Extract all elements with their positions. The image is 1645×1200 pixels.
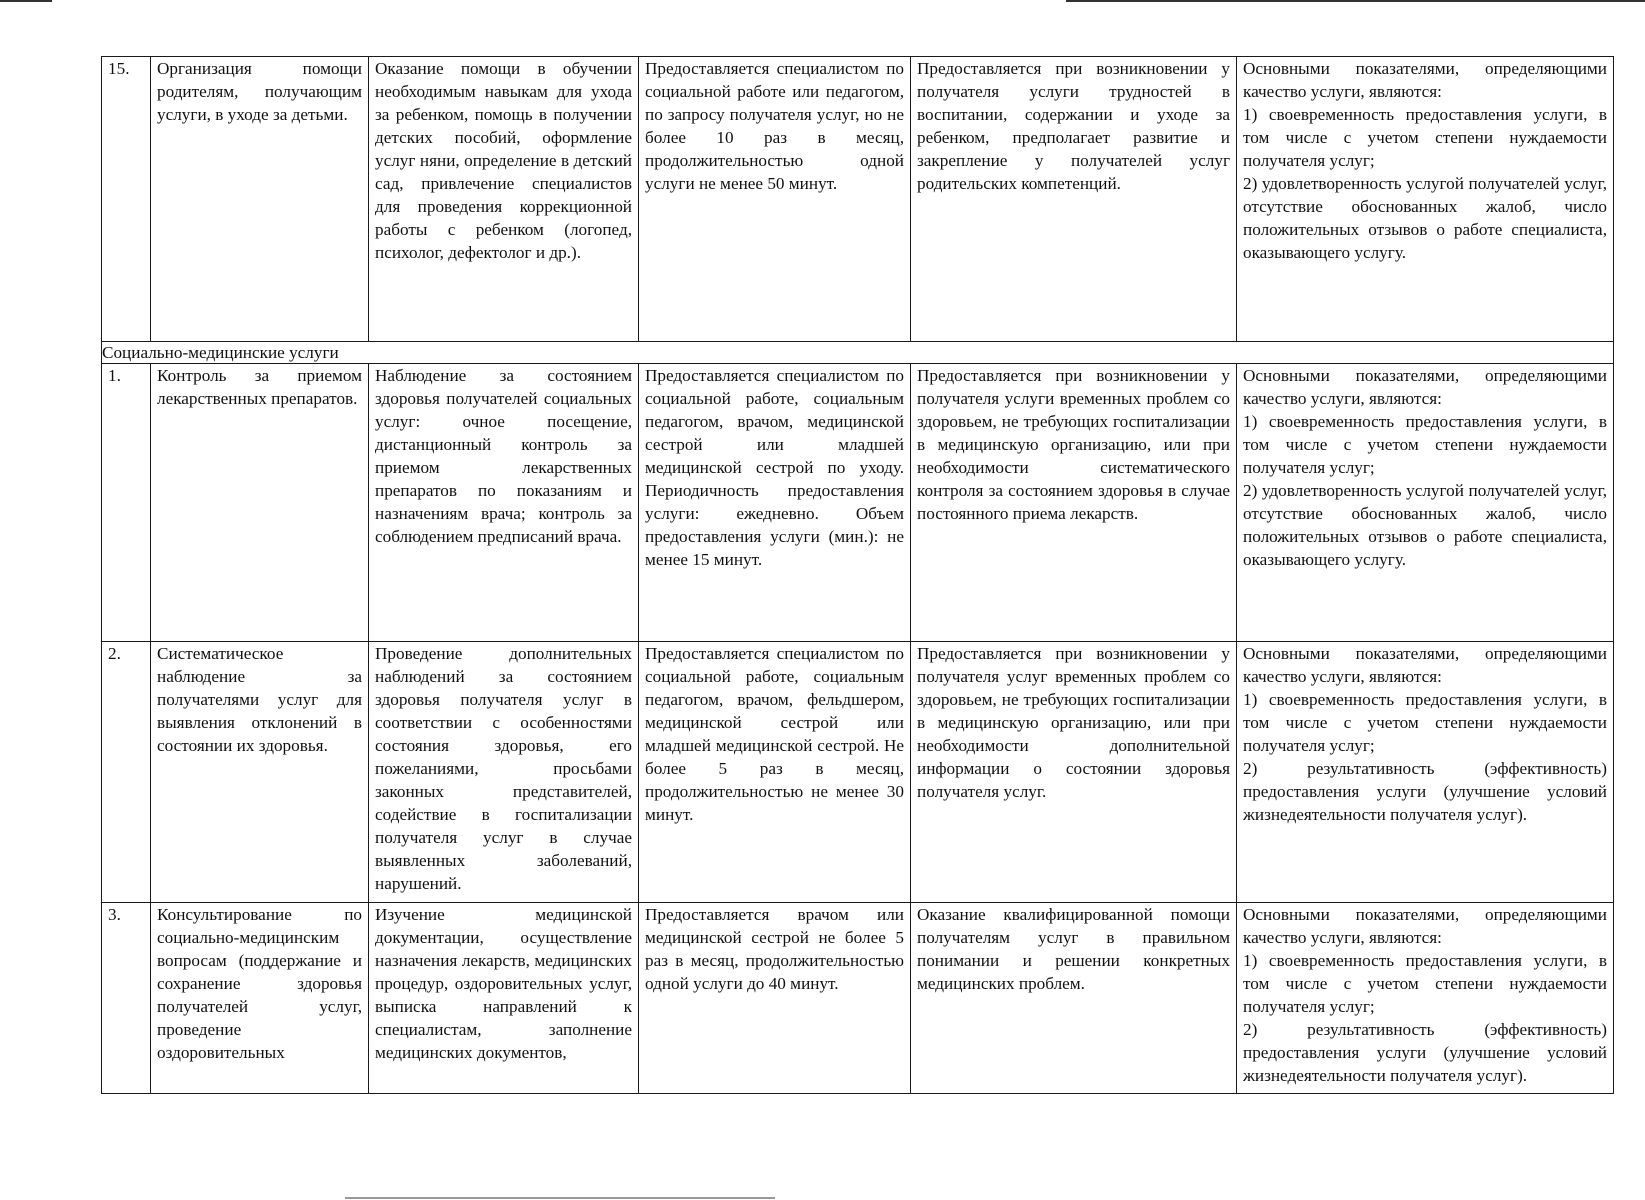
row-number: 1. <box>102 364 151 642</box>
quality-item: 2) удовлетворенность услугой получателей услуг, отсутствие обоснованных жалоб, число положительных отзывов о работе специалиста, оказывающего услугу. <box>1243 481 1607 569</box>
service-conditions: Предоставляется специалистом по социальной работе, социальным педагогом, врачом, медицинской сестрой или младшей медицинской сестрой по уходу. Периодичность предоставления услуги: ежедневно. Объем предоставления услуги (мин.): не менее 15 минут. <box>639 364 911 642</box>
quality-item: 1) своевременность предоставления услуги, в том числе с учетом степени нуждаемости получателя услуг; <box>1243 690 1607 755</box>
service-quality <box>1237 57 1614 342</box>
table-row <box>102 57 1614 342</box>
services-table <box>101 56 1614 1094</box>
scan-top-border-left <box>0 0 52 2</box>
quality-item: 2) результативность (эффективность) предоставления услуги (улучшение условий жизнедеятельности получателя услуг). <box>1243 1020 1607 1085</box>
quality-item: 2) удовлетворенность услугой получателей услуг, отсутствие обоснованных жалоб, число положительных отзывов о работе специалиста, оказывающего услугу. <box>1243 174 1607 262</box>
service-conditions: Предоставляется врачом или медицинской сестрой не более 5 раз в месяц, продолжительностью одной услуги до 40 минут. <box>639 903 911 1094</box>
quality-item: 1) своевременность предоставления услуги, в том числе с учетом степени нуждаемости получателя услуг; <box>1243 105 1607 170</box>
row-number: 2. <box>102 642 151 903</box>
service-quality <box>1237 364 1614 642</box>
service-content: Проведение дополнительных наблюдений за состоянием здоровья получателя услуг в соответствии с особенностями состояния здоровья, его пожеланиями, просьбами законных представителей, содействие в госпитализации получателя услуг в случае выявленных заболеваний, нарушений. <box>369 642 639 903</box>
row-number: 15. <box>102 57 151 342</box>
service-conditions: Предоставляется специалистом по социальной работе, социальным педагогом, врачом, фельдшером, медицинской сестрой или младшей медицинской сестрой. Не более 5 раз в месяц, продолжительностью не менее 30 минут. <box>639 642 911 903</box>
quality-item: 2) результативность (эффективность) предоставления услуги (улучшение условий жизнедеятельности получателя услуг). <box>1243 759 1607 824</box>
quality-intro: Основными показателями, определяющими качество услуги, являются: <box>1243 644 1607 686</box>
quality-intro: Основными показателями, определяющими качество услуги, являются: <box>1243 59 1607 101</box>
service-when: Предоставляется при возникновении у получателя услуги временных проблем со здоровьем, не требующих госпитализации в медицинскую организацию, или при необходимости систематического контроля за состоянием здоровья в случае постоянного приема лекарств. <box>911 364 1237 642</box>
service-name: Контроль за приемом лекарственных препаратов. <box>151 364 369 642</box>
section-header-row <box>102 342 1614 364</box>
scan-artifact-bottom <box>345 1197 775 1199</box>
scan-top-border-right <box>1066 0 1645 2</box>
service-quality <box>1237 642 1614 903</box>
service-quality <box>1237 903 1614 1094</box>
table-row <box>102 642 1614 903</box>
quality-item: 1) своевременность предоставления услуги, в том числе с учетом степени нуждаемости получателя услуг; <box>1243 951 1607 1016</box>
service-name: Систематическое наблюдение за получателями услуг для выявления отклонений в состоянии их здоровья. <box>151 642 369 903</box>
service-name: Организация помощи родителям, получающим услуги, в уходе за детьми. <box>151 57 369 342</box>
service-content: Оказание помощи в обучении необходимым навыкам для ухода за ребенком, помощь в получении детских пособий, оформление услуг няни, определение в детский сад, привлечение специалистов для проведения коррекционной работы с ребенком (логопед, психолог, дефектолог и др.). <box>369 57 639 342</box>
section-title: Социально-медицинские услуги <box>102 342 1614 364</box>
quality-item: 1) своевременность предоставления услуги, в том числе с учетом степени нуждаемости получателя услуг; <box>1243 412 1607 477</box>
service-when: Предоставляется при возникновении у получателя услуги трудностей в воспитании, содержании и уходе за ребенком, предполагает развитие и закрепление у получателей услуг родительских компетенций. <box>911 57 1237 342</box>
service-conditions: Предоставляется специалистом по социальной работе или педагогом, по запросу получателя услуг, но не более 10 раз в месяц, продолжительностью одной услуги не менее 50 минут. <box>639 57 911 342</box>
service-content: Наблюдение за состоянием здоровья получателей социальных услуг: очное посещение, дистанционный контроль за приемом лекарственных препаратов по показаниям и назначениям врача; контроль за соблюдением предписаний врача. <box>369 364 639 642</box>
service-content: Изучение медицинской документации, осуществление назначения лекарств, медицинских процедур, оздоровительных услуг, выписка направлений к специалистам, заполнение медицинских документов, <box>369 903 639 1094</box>
table-row <box>102 903 1614 1094</box>
row-number: 3. <box>102 903 151 1094</box>
quality-intro: Основными показателями, определяющими качество услуги, являются: <box>1243 366 1607 408</box>
table-row <box>102 364 1614 642</box>
service-name: Консультирование по социально-медицинским вопросам (поддержание и сохранение здоровья получателей услуг, проведение оздоровительных <box>151 903 369 1094</box>
service-when: Предоставляется при возникновении у получателя услуг временных проблем со здоровьем, не требующих госпитализации в медицинскую организацию, или при необходимости дополнительной информации о состоянии здоровья получателя услуг. <box>911 642 1237 903</box>
service-when: Оказание квалифицированной помощи получателям услуг в правильном понимании и решении конкретных медицинских проблем. <box>911 903 1237 1094</box>
quality-intro: Основными показателями, определяющими качество услуги, являются: <box>1243 905 1607 947</box>
